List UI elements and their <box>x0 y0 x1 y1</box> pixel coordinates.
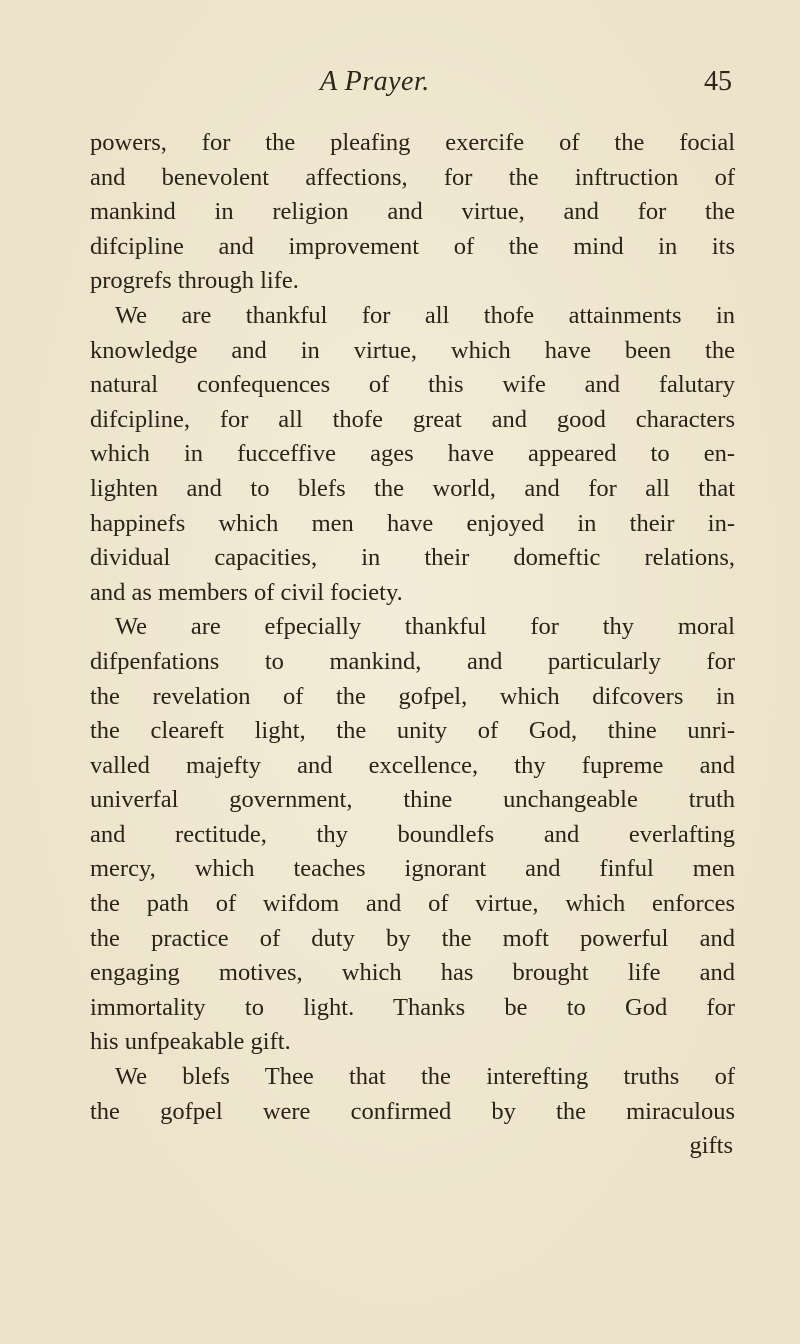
text-line: the path of wifdom and of virtue, which enforces <box>90 890 735 918</box>
text-line: his unfpeakable gift. <box>90 1028 291 1056</box>
text-line: the practice of duty by the moft powerful and <box>90 924 735 952</box>
text-line: the cleareft light, the unity of God, thine unri- <box>90 717 735 745</box>
text-line: mankind in religion and virtue, and for the <box>90 198 735 226</box>
prayer-text <box>90 126 735 1164</box>
text-line: and as members of civil fociety. <box>90 578 403 606</box>
page-number: 45 <box>704 66 732 97</box>
text-line: which in fucceffive ages have appeared to en- <box>90 440 735 468</box>
paragraph-start-line: We are efpecially thankful for thy moral <box>115 613 735 641</box>
text-line: progrefs through life. <box>90 267 299 295</box>
text-line: univerfal government, thine unchangeable truth <box>90 786 735 814</box>
text-line: engaging motives, which has brought life and <box>90 959 735 987</box>
text-line: the revelation of the gofpel, which difcovers in <box>90 682 735 710</box>
text-line: valled majefty and excellence, thy fupreme and <box>90 751 735 779</box>
text-line: and rectitude, thy boundlefs and everlafting <box>90 820 735 848</box>
paragraph-start-line: We blefs Thee that the interefting truths of <box>115 1063 735 1091</box>
paragraph-start-line: We are thankful for all thofe attainments in <box>115 301 735 329</box>
text-line: difcipline and improvement of the mind in its <box>90 232 735 260</box>
text-line: dividual capacities, in their domeftic relations, <box>90 544 735 572</box>
text-line: natural confequences of this wife and falutary <box>90 371 735 399</box>
text-line: powers, for the pleafing exercife of the focial <box>90 129 735 156</box>
text-line: immortality to light. Thanks be to God for <box>90 993 735 1021</box>
text-line: happinefs which men have enjoyed in their in- <box>90 509 735 537</box>
text-line: knowledge and in virtue, which have been the <box>90 336 735 364</box>
text-line: and benevolent affections, for the inftruction of <box>90 163 735 191</box>
text-line: lighten and to blefs the world, and for all that <box>90 474 735 502</box>
text-line: difcipline, for all thofe great and good characters <box>90 405 735 433</box>
text-line: mercy, which teaches ignorant and finful men <box>90 855 735 883</box>
running-head: A Prayer. <box>320 66 430 97</box>
text-line: the gofpel were confirmed by the miraculous <box>90 1097 735 1125</box>
text-line: difpenfations to mankind, and particularly for <box>90 647 735 675</box>
page-header <box>0 66 800 106</box>
catchword: gifts <box>689 1132 733 1160</box>
